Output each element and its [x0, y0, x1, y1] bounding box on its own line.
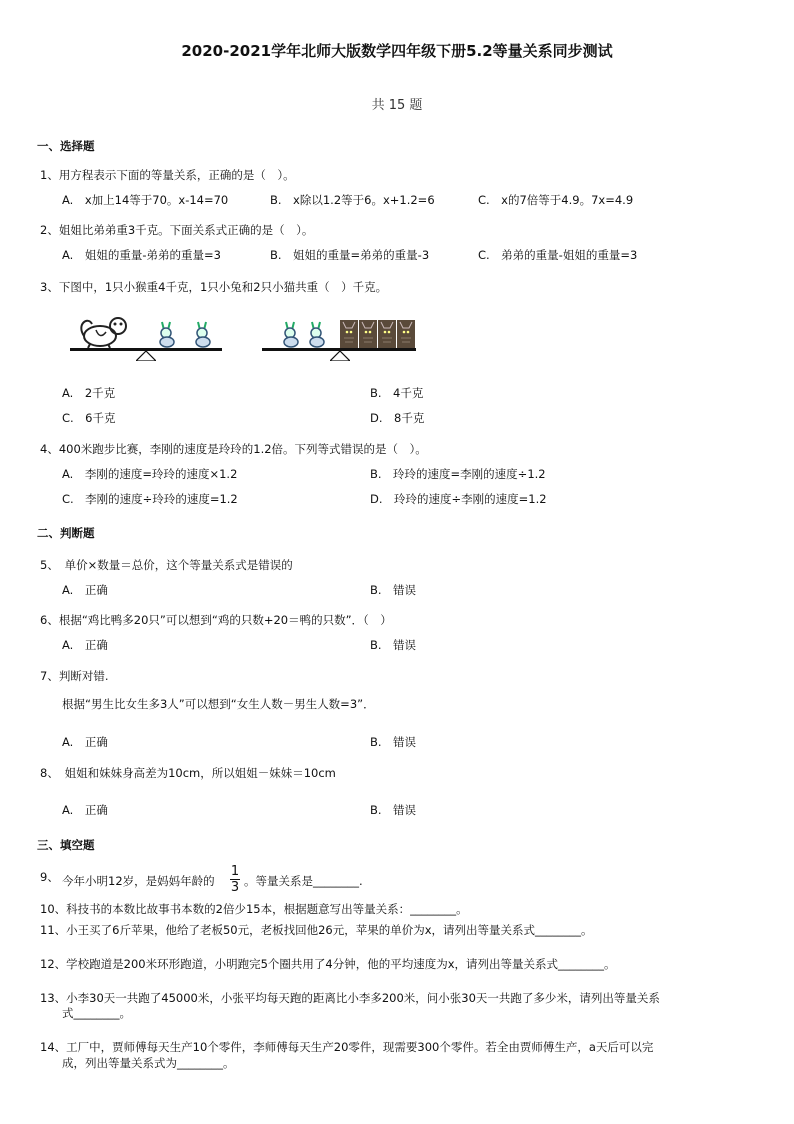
- question-11-stem[interactable]: 11、小王买了6斤苹果，他给了老板50元，老板找回他26元，苹果的单价为x，请列出等量关系式________。: [40, 923, 593, 937]
- question-1-stem: 1、用方程表示下面的等量关系，正确的是（ ）。: [40, 168, 295, 182]
- question-3-option-c[interactable]: C. 6千克: [62, 411, 116, 425]
- question-2-option-c[interactable]: C. 弟弟的重量-姐姐的重量=3: [478, 248, 638, 262]
- question-13-stem: 13、小李30天一共跑了45000米，小张平均每天跑的距离比小李多200米，问小张30天一共跑了多少米，请列出等量关系: [40, 991, 660, 1005]
- question-5-option-a[interactable]: A. 正确: [62, 583, 108, 597]
- monkey-icon: [78, 314, 136, 348]
- question-8-stem: 8、 姐姐和妹妹身高差为10cm，所以姐姐－妹妹＝10cm: [40, 766, 336, 780]
- question-14-stem: 14、工厂中，贾师傅每天生产10个零件，李师傅每天生产20零件，现需要300个零件。若全由贾师傅生产，a天后可以完: [40, 1040, 654, 1054]
- question-1-option-b[interactable]: B. x除以1.2等于6。x+1.2=6: [270, 193, 435, 207]
- question-1-option-a[interactable]: A. x加上14等于70。x-14=70: [62, 193, 229, 207]
- section-heading-choice: 一、选择题: [37, 139, 95, 153]
- question-4-stem: 4、400米跑步比赛，李刚的速度是玲玲的1.2倍。下列等式错误的是（ ）。: [40, 442, 427, 456]
- question-4-option-b[interactable]: B. 玲玲的速度=李刚的速度÷1.2: [370, 467, 546, 481]
- question-14-blank[interactable]: 成，列出等量关系式为________。: [62, 1056, 235, 1070]
- question-12-stem[interactable]: 12、学校跑道是200米环形跑道，小明跑完5个圈共用了4分钟，他的平均速度为x，请列出等量关系式________。: [40, 957, 616, 971]
- question-13-blank[interactable]: 式________。: [62, 1006, 131, 1020]
- question-2-stem: 2、姐姐比弟弟重3千克。下面关系式正确的是（ ）。: [40, 223, 314, 237]
- question-9-stem: 今年小明12岁，是妈妈年龄的: [62, 874, 215, 888]
- question-8-option-b[interactable]: B. 错误: [370, 803, 417, 817]
- fraction-numerator: 1: [230, 864, 240, 879]
- right-scale-fulcrum: [330, 351, 350, 361]
- question-2-option-a[interactable]: A. 姐姐的重量-弟弟的重量=3: [62, 248, 221, 262]
- question-8-option-a[interactable]: A. 正确: [62, 803, 108, 817]
- question-6-stem: 6、根据“鸡比鸭多20只”可以想到“鸡的只数+20＝鸭的只数”．（ ）: [40, 613, 392, 627]
- question-1-option-c[interactable]: C. x的7倍等于4.9。7x=4.9: [478, 193, 634, 207]
- question-7-statement: 根据“男生比女生多3人”可以想到“女生人数－男生人数=3”．: [62, 697, 375, 711]
- question-10-stem[interactable]: 10、科技书的本数比故事书本数的2倍少15本，根据题意写出等量关系：________。: [40, 902, 468, 916]
- question-4-option-c[interactable]: C. 李刚的速度÷玲玲的速度=1.2: [62, 492, 238, 506]
- question-count: 共 15 题: [371, 98, 423, 113]
- rabbit-icon: [192, 320, 214, 348]
- question-7-option-a[interactable]: A. 正确: [62, 735, 108, 749]
- question-3-stem: 3、下图中，1只小猴重4千克，1只小兔和2只小猫共重（ ）千克。: [40, 280, 388, 294]
- question-7-option-b[interactable]: B. 错误: [370, 735, 417, 749]
- section-heading-fill-in: 三、填空题: [37, 838, 95, 852]
- question-6-option-b[interactable]: B. 错误: [370, 638, 417, 652]
- question-3-option-d[interactable]: D. 8千克: [370, 411, 425, 425]
- rabbit-icon: [306, 320, 328, 348]
- page-title: 2020-2021学年北师大版数学四年级下册5.2等量关系同步测试: [181, 42, 613, 60]
- question-3-option-a[interactable]: A. 2千克: [62, 386, 116, 400]
- question-3-option-b[interactable]: B. 4千克: [370, 386, 424, 400]
- fraction-one-third: [230, 865, 240, 894]
- question-9-blank[interactable]: 。等量关系是________.: [244, 874, 363, 888]
- cat-icon: [359, 320, 377, 348]
- question-4-option-a[interactable]: A. 李刚的速度=玲玲的速度×1.2: [62, 467, 238, 481]
- cat-icon: [378, 320, 396, 348]
- cat-icon: [397, 320, 415, 348]
- left-scale-fulcrum: [136, 351, 156, 361]
- question-5-option-b[interactable]: B. 错误: [370, 583, 417, 597]
- balance-scale-figure: [68, 312, 428, 362]
- fraction-denominator: 3: [230, 880, 240, 895]
- section-heading-judgement: 二、判断题: [37, 526, 95, 540]
- question-6-option-a[interactable]: A. 正确: [62, 638, 108, 652]
- cat-icon: [340, 320, 358, 348]
- rabbit-icon: [156, 320, 178, 348]
- question-4-option-d[interactable]: D. 玲玲的速度÷李刚的速度=1.2: [370, 492, 547, 506]
- question-5-stem: 5、 单价×数量＝总价，这个等量关系式是错误的: [40, 558, 293, 572]
- question-2-option-b[interactable]: B. 姐姐的重量=弟弟的重量-3: [270, 248, 430, 262]
- question-7-stem: 7、判断对错.: [40, 669, 109, 683]
- rabbit-icon: [280, 320, 302, 348]
- question-9-number: 9、: [40, 870, 59, 884]
